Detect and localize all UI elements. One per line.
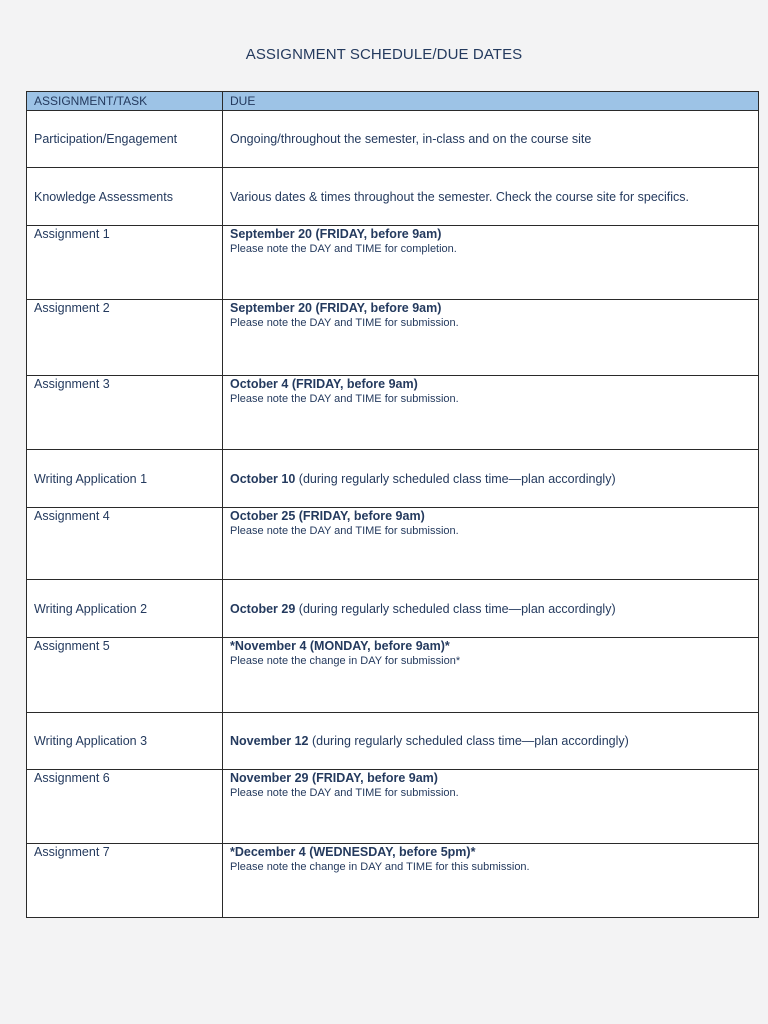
due-detail: (during regularly scheduled class time—plan accordingly) (295, 471, 616, 486)
task-label: Writing Application 2 (34, 601, 148, 616)
task-label: Assignment 2 (34, 301, 110, 315)
table-header-row (27, 92, 759, 111)
task-cell (27, 580, 223, 638)
due-text (230, 733, 751, 749)
due-cell (223, 844, 759, 918)
task-label: Writing Application 1 (34, 471, 148, 486)
task-label: Assignment 1 (34, 227, 110, 241)
task-cell (27, 168, 223, 226)
task-cell (27, 638, 223, 713)
due-text (230, 376, 751, 392)
task-cell (27, 300, 223, 376)
header-due: DUE (223, 92, 759, 111)
task-cell (27, 450, 223, 508)
task-label: Assignment 4 (34, 509, 110, 523)
due-detail: Various dates & times throughout the semester. Check the course site for specifics. (230, 189, 690, 204)
due-date: October 10 (230, 471, 296, 486)
due-note: Please note the DAY and TIME for completion. (230, 243, 457, 255)
table-row (27, 450, 759, 508)
due-note: Please note the DAY and TIME for submission. (230, 525, 459, 537)
task-label: Participation/Engagement (34, 132, 178, 146)
due-cell (223, 226, 759, 300)
due-text (230, 508, 751, 524)
table-row (27, 770, 759, 844)
due-cell (223, 508, 759, 580)
schedule-table (26, 91, 759, 918)
page-title: ASSIGNMENT SCHEDULE/DUE DATES (245, 46, 523, 63)
due-text (230, 844, 751, 860)
due-date: October 29 (230, 601, 296, 616)
task-label: Assignment 7 (34, 845, 110, 859)
table-row (27, 111, 759, 168)
due-date: October 4 (FRIDAY, before 9am) (230, 377, 418, 391)
table-row (27, 844, 759, 918)
task-label: Assignment 3 (34, 377, 110, 391)
due-text (230, 300, 751, 316)
task-label: Writing Application 3 (34, 734, 148, 748)
task-cell (27, 111, 223, 168)
due-cell (223, 300, 759, 376)
task-cell (27, 844, 223, 918)
due-note: Please note the DAY and TIME for submission. (230, 317, 459, 329)
due-cell (223, 638, 759, 713)
due-cell (223, 168, 759, 226)
due-note: Please note the change in DAY for submission* (230, 655, 461, 667)
task-cell (27, 713, 223, 770)
task-cell (27, 376, 223, 450)
due-text (230, 638, 751, 654)
due-note: Please note the change in DAY and TIME for this submission. (230, 861, 530, 873)
due-text (230, 601, 751, 617)
table-row (27, 226, 759, 300)
due-date: November 12 (230, 734, 309, 748)
table-row (27, 638, 759, 713)
due-text (230, 226, 751, 242)
task-label: Assignment 6 (34, 771, 110, 785)
due-text (230, 471, 751, 487)
task-label: Assignment 5 (34, 639, 110, 653)
due-date: September 20 (FRIDAY, before 9am) (230, 227, 442, 241)
due-date: November 29 (FRIDAY, before 9am) (230, 771, 438, 785)
due-cell (223, 770, 759, 844)
table-row (27, 580, 759, 638)
due-cell (223, 111, 759, 168)
due-text (230, 131, 751, 147)
due-cell (223, 450, 759, 508)
due-text (230, 770, 751, 786)
header-assignment-task: ASSIGNMENT/TASK (27, 92, 223, 111)
task-cell (27, 770, 223, 844)
due-date: *November 4 (MONDAY, before 9am)* (230, 639, 450, 653)
task-label: Knowledge Assessments (34, 189, 173, 204)
due-cell (223, 580, 759, 638)
due-date: September 20 (FRIDAY, before 9am) (230, 301, 442, 315)
due-detail: (during regularly scheduled class time—plan accordingly) (295, 601, 616, 616)
due-date: October 25 (FRIDAY, before 9am) (230, 509, 425, 523)
table-row (27, 168, 759, 226)
due-note: Please note the DAY and TIME for submission. (230, 787, 459, 799)
table-row (27, 713, 759, 770)
table-row (27, 508, 759, 580)
due-cell (223, 376, 759, 450)
due-detail: Ongoing/throughout the semester, in-class and on the course site (230, 132, 592, 146)
due-detail: (during regularly scheduled class time—plan accordingly) (308, 734, 629, 748)
due-date: *December 4 (WEDNESDAY, before 5pm)* (230, 845, 476, 859)
due-note: Please note the DAY and TIME for submission. (230, 393, 459, 405)
table-row (27, 376, 759, 450)
table-row (27, 300, 759, 376)
task-cell (27, 226, 223, 300)
task-cell (27, 508, 223, 580)
due-cell (223, 713, 759, 770)
due-text (230, 189, 751, 205)
